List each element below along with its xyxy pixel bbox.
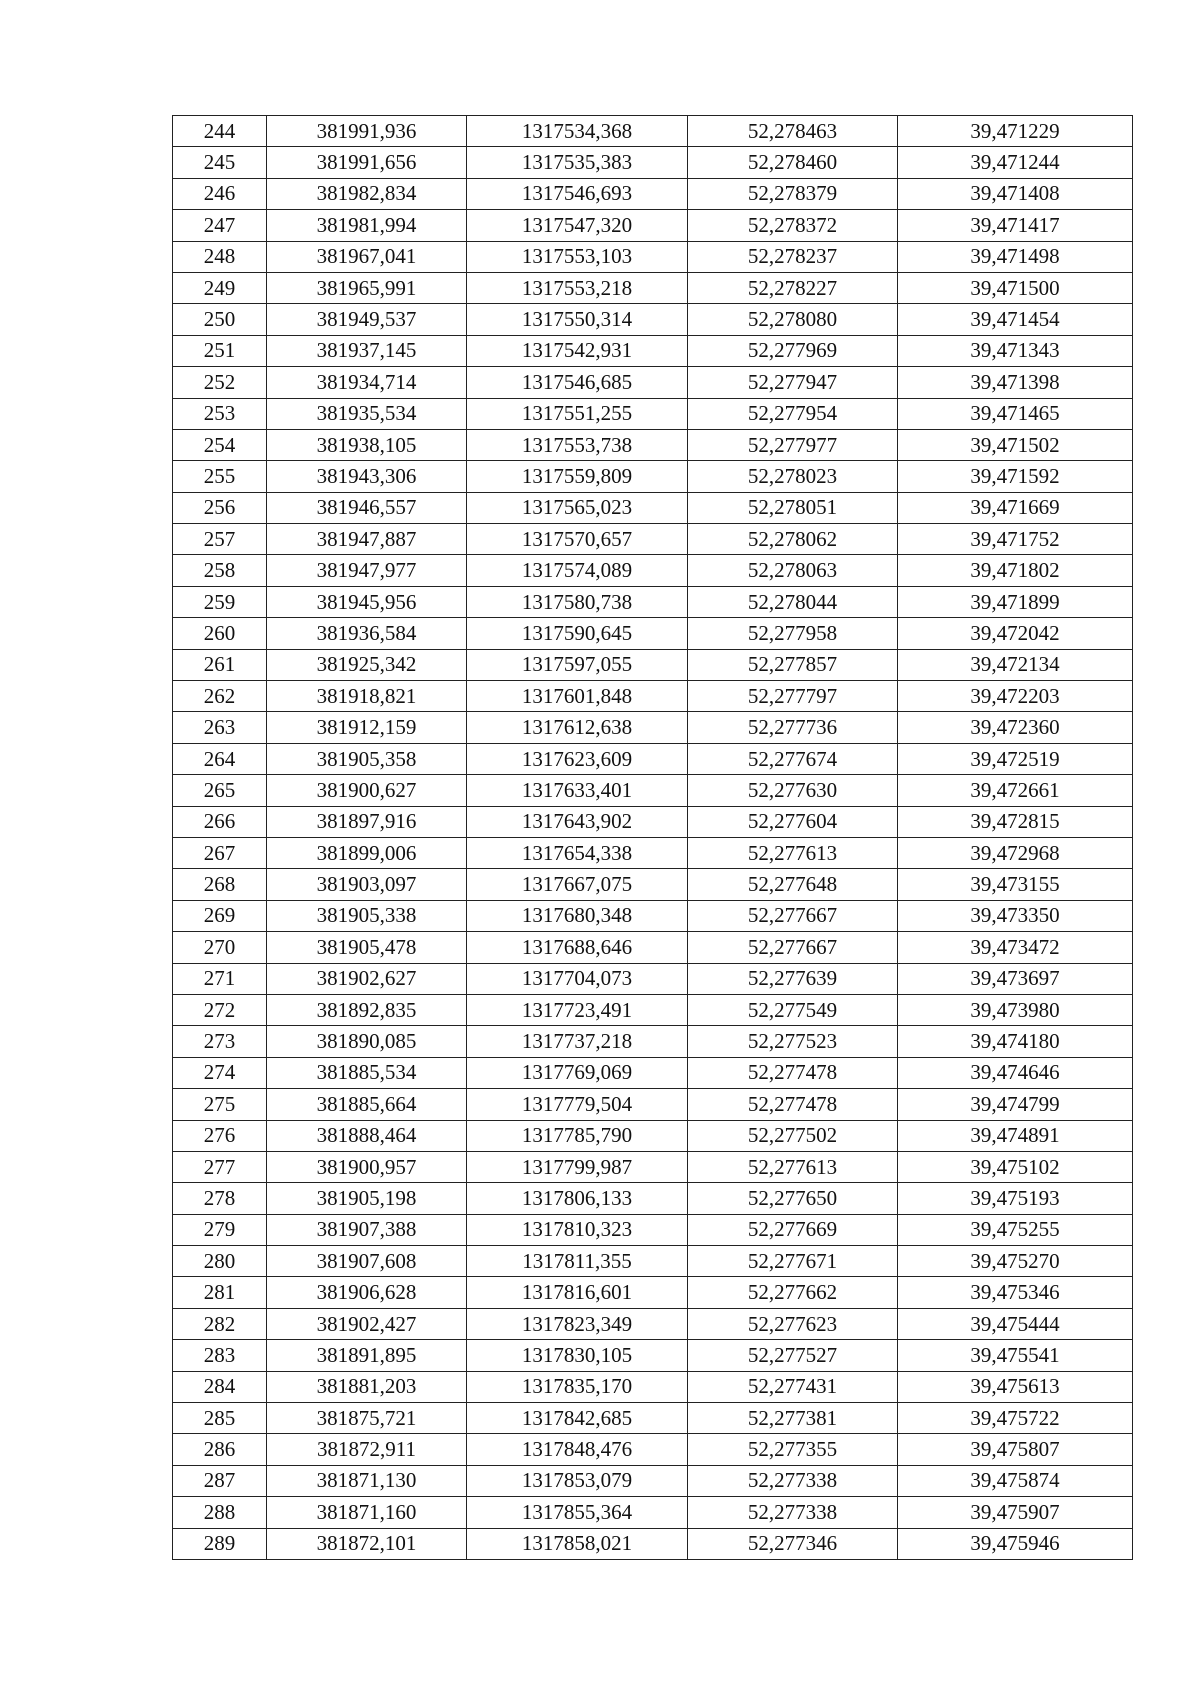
- x-coordinate-cell: 381902,427: [267, 1308, 467, 1339]
- table-row: [173, 869, 1133, 900]
- x-coordinate-cell: 381881,203: [267, 1371, 467, 1402]
- x-coordinate-cell: 381918,821: [267, 681, 467, 712]
- y-coordinate-cell: 1317823,349: [467, 1308, 688, 1339]
- longitude-cell: 39,475270: [898, 1246, 1133, 1277]
- table-row: [173, 524, 1133, 555]
- point-number-cell: 246: [173, 178, 267, 209]
- latitude-cell: 52,278044: [688, 586, 898, 617]
- point-number-cell: 247: [173, 210, 267, 241]
- y-coordinate-cell: 1317553,103: [467, 241, 688, 272]
- x-coordinate-cell: 381903,097: [267, 869, 467, 900]
- x-coordinate-cell: 381875,721: [267, 1403, 467, 1434]
- longitude-cell: 39,471398: [898, 367, 1133, 398]
- y-coordinate-cell: 1317553,218: [467, 272, 688, 303]
- latitude-cell: 52,277478: [688, 1089, 898, 1120]
- longitude-cell: 39,474799: [898, 1089, 1133, 1120]
- longitude-cell: 39,471454: [898, 304, 1133, 335]
- x-coordinate-cell: 381905,198: [267, 1183, 467, 1214]
- longitude-cell: 39,471669: [898, 492, 1133, 523]
- latitude-cell: 52,277355: [688, 1434, 898, 1465]
- latitude-cell: 52,278460: [688, 147, 898, 178]
- latitude-cell: 52,277667: [688, 932, 898, 963]
- latitude-cell: 52,278080: [688, 304, 898, 335]
- y-coordinate-cell: 1317590,645: [467, 618, 688, 649]
- y-coordinate-cell: 1317810,323: [467, 1214, 688, 1245]
- longitude-cell: 39,475722: [898, 1403, 1133, 1434]
- x-coordinate-cell: 381965,991: [267, 272, 467, 303]
- y-coordinate-cell: 1317643,902: [467, 806, 688, 837]
- latitude-cell: 52,277736: [688, 712, 898, 743]
- table-row: [173, 1308, 1133, 1339]
- latitude-cell: 52,277639: [688, 963, 898, 994]
- point-number-cell: 263: [173, 712, 267, 743]
- table-row: [173, 304, 1133, 335]
- latitude-cell: 52,277549: [688, 994, 898, 1025]
- latitude-cell: 52,277478: [688, 1057, 898, 1088]
- y-coordinate-cell: 1317811,355: [467, 1246, 688, 1277]
- longitude-cell: 39,471244: [898, 147, 1133, 178]
- longitude-cell: 39,471899: [898, 586, 1133, 617]
- latitude-cell: 52,277623: [688, 1308, 898, 1339]
- x-coordinate-cell: 381991,656: [267, 147, 467, 178]
- x-coordinate-cell: 381947,977: [267, 555, 467, 586]
- latitude-cell: 52,277669: [688, 1214, 898, 1245]
- point-number-cell: 282: [173, 1308, 267, 1339]
- latitude-cell: 52,278463: [688, 116, 898, 147]
- coordinates-table: [172, 115, 1133, 1560]
- x-coordinate-cell: 381905,338: [267, 900, 467, 931]
- longitude-cell: 39,472134: [898, 649, 1133, 680]
- point-number-cell: 285: [173, 1403, 267, 1434]
- x-coordinate-cell: 381925,342: [267, 649, 467, 680]
- latitude-cell: 52,277613: [688, 837, 898, 868]
- latitude-cell: 52,278227: [688, 272, 898, 303]
- y-coordinate-cell: 1317723,491: [467, 994, 688, 1025]
- point-number-cell: 254: [173, 429, 267, 460]
- point-number-cell: 271: [173, 963, 267, 994]
- y-coordinate-cell: 1317553,738: [467, 429, 688, 460]
- y-coordinate-cell: 1317842,685: [467, 1403, 688, 1434]
- y-coordinate-cell: 1317534,368: [467, 116, 688, 147]
- longitude-cell: 39,475193: [898, 1183, 1133, 1214]
- y-coordinate-cell: 1317769,069: [467, 1057, 688, 1088]
- y-coordinate-cell: 1317546,685: [467, 367, 688, 398]
- latitude-cell: 52,277662: [688, 1277, 898, 1308]
- x-coordinate-cell: 381892,835: [267, 994, 467, 1025]
- longitude-cell: 39,473980: [898, 994, 1133, 1025]
- longitude-cell: 39,471417: [898, 210, 1133, 241]
- longitude-cell: 39,474180: [898, 1026, 1133, 1057]
- point-number-cell: 269: [173, 900, 267, 931]
- point-number-cell: 262: [173, 681, 267, 712]
- x-coordinate-cell: 381982,834: [267, 178, 467, 209]
- x-coordinate-cell: 381900,627: [267, 775, 467, 806]
- x-coordinate-cell: 381946,557: [267, 492, 467, 523]
- y-coordinate-cell: 1317612,638: [467, 712, 688, 743]
- latitude-cell: 52,277338: [688, 1465, 898, 1496]
- point-number-cell: 270: [173, 932, 267, 963]
- y-coordinate-cell: 1317848,476: [467, 1434, 688, 1465]
- latitude-cell: 52,278023: [688, 461, 898, 492]
- longitude-cell: 39,471502: [898, 429, 1133, 460]
- latitude-cell: 52,277630: [688, 775, 898, 806]
- point-number-cell: 255: [173, 461, 267, 492]
- point-number-cell: 267: [173, 837, 267, 868]
- latitude-cell: 52,278051: [688, 492, 898, 523]
- longitude-cell: 39,475444: [898, 1308, 1133, 1339]
- longitude-cell: 39,472203: [898, 681, 1133, 712]
- longitude-cell: 39,472519: [898, 743, 1133, 774]
- y-coordinate-cell: 1317835,170: [467, 1371, 688, 1402]
- point-number-cell: 248: [173, 241, 267, 272]
- table-row: [173, 618, 1133, 649]
- table-row: [173, 932, 1133, 963]
- y-coordinate-cell: 1317542,931: [467, 335, 688, 366]
- longitude-cell: 39,471802: [898, 555, 1133, 586]
- point-number-cell: 272: [173, 994, 267, 1025]
- y-coordinate-cell: 1317853,079: [467, 1465, 688, 1496]
- longitude-cell: 39,473472: [898, 932, 1133, 963]
- y-coordinate-cell: 1317551,255: [467, 398, 688, 429]
- y-coordinate-cell: 1317546,693: [467, 178, 688, 209]
- point-number-cell: 256: [173, 492, 267, 523]
- table-row: [173, 900, 1133, 931]
- table-row: [173, 712, 1133, 743]
- longitude-cell: 39,475874: [898, 1465, 1133, 1496]
- longitude-cell: 39,475541: [898, 1340, 1133, 1371]
- y-coordinate-cell: 1317704,073: [467, 963, 688, 994]
- longitude-cell: 39,471229: [898, 116, 1133, 147]
- y-coordinate-cell: 1317547,320: [467, 210, 688, 241]
- point-number-cell: 264: [173, 743, 267, 774]
- x-coordinate-cell: 381947,887: [267, 524, 467, 555]
- table-row: [173, 335, 1133, 366]
- y-coordinate-cell: 1317785,790: [467, 1120, 688, 1151]
- point-number-cell: 259: [173, 586, 267, 617]
- point-number-cell: 250: [173, 304, 267, 335]
- table-row: [173, 367, 1133, 398]
- table-row: [173, 1246, 1133, 1277]
- latitude-cell: 52,277527: [688, 1340, 898, 1371]
- longitude-cell: 39,475907: [898, 1497, 1133, 1528]
- point-number-cell: 251: [173, 335, 267, 366]
- y-coordinate-cell: 1317550,314: [467, 304, 688, 335]
- y-coordinate-cell: 1317565,023: [467, 492, 688, 523]
- point-number-cell: 288: [173, 1497, 267, 1528]
- table-row: [173, 116, 1133, 147]
- y-coordinate-cell: 1317601,848: [467, 681, 688, 712]
- latitude-cell: 52,278237: [688, 241, 898, 272]
- point-number-cell: 275: [173, 1089, 267, 1120]
- point-number-cell: 268: [173, 869, 267, 900]
- table-row: [173, 586, 1133, 617]
- point-number-cell: 287: [173, 1465, 267, 1496]
- point-number-cell: 252: [173, 367, 267, 398]
- y-coordinate-cell: 1317654,338: [467, 837, 688, 868]
- x-coordinate-cell: 381936,584: [267, 618, 467, 649]
- x-coordinate-cell: 381885,534: [267, 1057, 467, 1088]
- x-coordinate-cell: 381907,388: [267, 1214, 467, 1245]
- x-coordinate-cell: 381905,358: [267, 743, 467, 774]
- latitude-cell: 52,277613: [688, 1151, 898, 1182]
- point-number-cell: 258: [173, 555, 267, 586]
- x-coordinate-cell: 381934,714: [267, 367, 467, 398]
- latitude-cell: 52,277381: [688, 1403, 898, 1434]
- latitude-cell: 52,278062: [688, 524, 898, 555]
- table-row: [173, 1465, 1133, 1496]
- point-number-cell: 276: [173, 1120, 267, 1151]
- point-number-cell: 265: [173, 775, 267, 806]
- latitude-cell: 52,277671: [688, 1246, 898, 1277]
- x-coordinate-cell: 381891,895: [267, 1340, 467, 1371]
- table-row: [173, 1120, 1133, 1151]
- latitude-cell: 52,278372: [688, 210, 898, 241]
- latitude-cell: 52,277947: [688, 367, 898, 398]
- point-number-cell: 281: [173, 1277, 267, 1308]
- y-coordinate-cell: 1317855,364: [467, 1497, 688, 1528]
- x-coordinate-cell: 381938,105: [267, 429, 467, 460]
- x-coordinate-cell: 381991,936: [267, 116, 467, 147]
- y-coordinate-cell: 1317806,133: [467, 1183, 688, 1214]
- table-row: [173, 492, 1133, 523]
- y-coordinate-cell: 1317633,401: [467, 775, 688, 806]
- x-coordinate-cell: 381949,537: [267, 304, 467, 335]
- longitude-cell: 39,473155: [898, 869, 1133, 900]
- longitude-cell: 39,472661: [898, 775, 1133, 806]
- table-row: [173, 1183, 1133, 1214]
- latitude-cell: 52,278379: [688, 178, 898, 209]
- point-number-cell: 278: [173, 1183, 267, 1214]
- table-row: [173, 147, 1133, 178]
- table-row: [173, 1214, 1133, 1245]
- y-coordinate-cell: 1317570,657: [467, 524, 688, 555]
- x-coordinate-cell: 381981,994: [267, 210, 467, 241]
- longitude-cell: 39,472360: [898, 712, 1133, 743]
- point-number-cell: 286: [173, 1434, 267, 1465]
- x-coordinate-cell: 381885,664: [267, 1089, 467, 1120]
- point-number-cell: 289: [173, 1528, 267, 1559]
- y-coordinate-cell: 1317597,055: [467, 649, 688, 680]
- x-coordinate-cell: 381906,628: [267, 1277, 467, 1308]
- x-coordinate-cell: 381902,627: [267, 963, 467, 994]
- x-coordinate-cell: 381871,130: [267, 1465, 467, 1496]
- point-number-cell: 260: [173, 618, 267, 649]
- table-row: [173, 429, 1133, 460]
- latitude-cell: 52,277502: [688, 1120, 898, 1151]
- table-row: [173, 994, 1133, 1025]
- x-coordinate-cell: 381872,101: [267, 1528, 467, 1559]
- longitude-cell: 39,475346: [898, 1277, 1133, 1308]
- x-coordinate-cell: 381888,464: [267, 1120, 467, 1151]
- latitude-cell: 52,277977: [688, 429, 898, 460]
- table-row: [173, 806, 1133, 837]
- latitude-cell: 52,277523: [688, 1026, 898, 1057]
- table-row: [173, 1403, 1133, 1434]
- longitude-cell: 39,473350: [898, 900, 1133, 931]
- y-coordinate-cell: 1317559,809: [467, 461, 688, 492]
- y-coordinate-cell: 1317580,738: [467, 586, 688, 617]
- longitude-cell: 39,475946: [898, 1528, 1133, 1559]
- x-coordinate-cell: 381937,145: [267, 335, 467, 366]
- y-coordinate-cell: 1317688,646: [467, 932, 688, 963]
- point-number-cell: 244: [173, 116, 267, 147]
- latitude-cell: 52,277857: [688, 649, 898, 680]
- x-coordinate-cell: 381871,160: [267, 1497, 467, 1528]
- longitude-cell: 39,475255: [898, 1214, 1133, 1245]
- y-coordinate-cell: 1317858,021: [467, 1528, 688, 1559]
- longitude-cell: 39,471465: [898, 398, 1133, 429]
- table-row: [173, 775, 1133, 806]
- latitude-cell: 52,277338: [688, 1497, 898, 1528]
- x-coordinate-cell: 381912,159: [267, 712, 467, 743]
- x-coordinate-cell: 381897,916: [267, 806, 467, 837]
- x-coordinate-cell: 381967,041: [267, 241, 467, 272]
- point-number-cell: 261: [173, 649, 267, 680]
- latitude-cell: 52,277958: [688, 618, 898, 649]
- point-number-cell: 257: [173, 524, 267, 555]
- table-row: [173, 241, 1133, 272]
- latitude-cell: 52,278063: [688, 555, 898, 586]
- table-row: [173, 398, 1133, 429]
- coordinates-table-body: [173, 116, 1133, 1560]
- table-row: [173, 555, 1133, 586]
- longitude-cell: 39,471343: [898, 335, 1133, 366]
- latitude-cell: 52,277674: [688, 743, 898, 774]
- table-row: [173, 210, 1133, 241]
- latitude-cell: 52,277667: [688, 900, 898, 931]
- longitude-cell: 39,472815: [898, 806, 1133, 837]
- table-row: [173, 1434, 1133, 1465]
- table-row: [173, 1089, 1133, 1120]
- table-row: [173, 1371, 1133, 1402]
- y-coordinate-cell: 1317816,601: [467, 1277, 688, 1308]
- latitude-cell: 52,277346: [688, 1528, 898, 1559]
- x-coordinate-cell: 381945,956: [267, 586, 467, 617]
- table-row: [173, 1057, 1133, 1088]
- y-coordinate-cell: 1317799,987: [467, 1151, 688, 1182]
- x-coordinate-cell: 381872,911: [267, 1434, 467, 1465]
- table-row: [173, 837, 1133, 868]
- point-number-cell: 279: [173, 1214, 267, 1245]
- longitude-cell: 39,471752: [898, 524, 1133, 555]
- point-number-cell: 274: [173, 1057, 267, 1088]
- point-number-cell: 280: [173, 1246, 267, 1277]
- table-row: [173, 178, 1133, 209]
- point-number-cell: 249: [173, 272, 267, 303]
- longitude-cell: 39,474891: [898, 1120, 1133, 1151]
- y-coordinate-cell: 1317737,218: [467, 1026, 688, 1057]
- latitude-cell: 52,277969: [688, 335, 898, 366]
- table-row: [173, 1497, 1133, 1528]
- x-coordinate-cell: 381899,006: [267, 837, 467, 868]
- x-coordinate-cell: 381907,608: [267, 1246, 467, 1277]
- table-row: [173, 272, 1133, 303]
- longitude-cell: 39,472968: [898, 837, 1133, 868]
- x-coordinate-cell: 381935,534: [267, 398, 467, 429]
- point-number-cell: 277: [173, 1151, 267, 1182]
- longitude-cell: 39,474646: [898, 1057, 1133, 1088]
- y-coordinate-cell: 1317574,089: [467, 555, 688, 586]
- longitude-cell: 39,471592: [898, 461, 1133, 492]
- longitude-cell: 39,473697: [898, 963, 1133, 994]
- latitude-cell: 52,277797: [688, 681, 898, 712]
- longitude-cell: 39,471408: [898, 178, 1133, 209]
- x-coordinate-cell: 381890,085: [267, 1026, 467, 1057]
- point-number-cell: 273: [173, 1026, 267, 1057]
- table-row: [173, 1528, 1133, 1559]
- latitude-cell: 52,277954: [688, 398, 898, 429]
- point-number-cell: 245: [173, 147, 267, 178]
- y-coordinate-cell: 1317623,609: [467, 743, 688, 774]
- table-row: [173, 649, 1133, 680]
- table-row: [173, 681, 1133, 712]
- table-row: [173, 963, 1133, 994]
- table-row: [173, 1340, 1133, 1371]
- y-coordinate-cell: 1317680,348: [467, 900, 688, 931]
- table-row: [173, 743, 1133, 774]
- longitude-cell: 39,471498: [898, 241, 1133, 272]
- y-coordinate-cell: 1317830,105: [467, 1340, 688, 1371]
- longitude-cell: 39,475613: [898, 1371, 1133, 1402]
- point-number-cell: 284: [173, 1371, 267, 1402]
- latitude-cell: 52,277650: [688, 1183, 898, 1214]
- point-number-cell: 266: [173, 806, 267, 837]
- longitude-cell: 39,472042: [898, 618, 1133, 649]
- longitude-cell: 39,475807: [898, 1434, 1133, 1465]
- latitude-cell: 52,277648: [688, 869, 898, 900]
- longitude-cell: 39,475102: [898, 1151, 1133, 1182]
- table-row: [173, 1151, 1133, 1182]
- latitude-cell: 52,277604: [688, 806, 898, 837]
- point-number-cell: 283: [173, 1340, 267, 1371]
- table-row: [173, 1026, 1133, 1057]
- longitude-cell: 39,471500: [898, 272, 1133, 303]
- x-coordinate-cell: 381905,478: [267, 932, 467, 963]
- latitude-cell: 52,277431: [688, 1371, 898, 1402]
- point-number-cell: 253: [173, 398, 267, 429]
- x-coordinate-cell: 381943,306: [267, 461, 467, 492]
- table-row: [173, 461, 1133, 492]
- y-coordinate-cell: 1317779,504: [467, 1089, 688, 1120]
- y-coordinate-cell: 1317535,383: [467, 147, 688, 178]
- x-coordinate-cell: 381900,957: [267, 1151, 467, 1182]
- table-row: [173, 1277, 1133, 1308]
- y-coordinate-cell: 1317667,075: [467, 869, 688, 900]
